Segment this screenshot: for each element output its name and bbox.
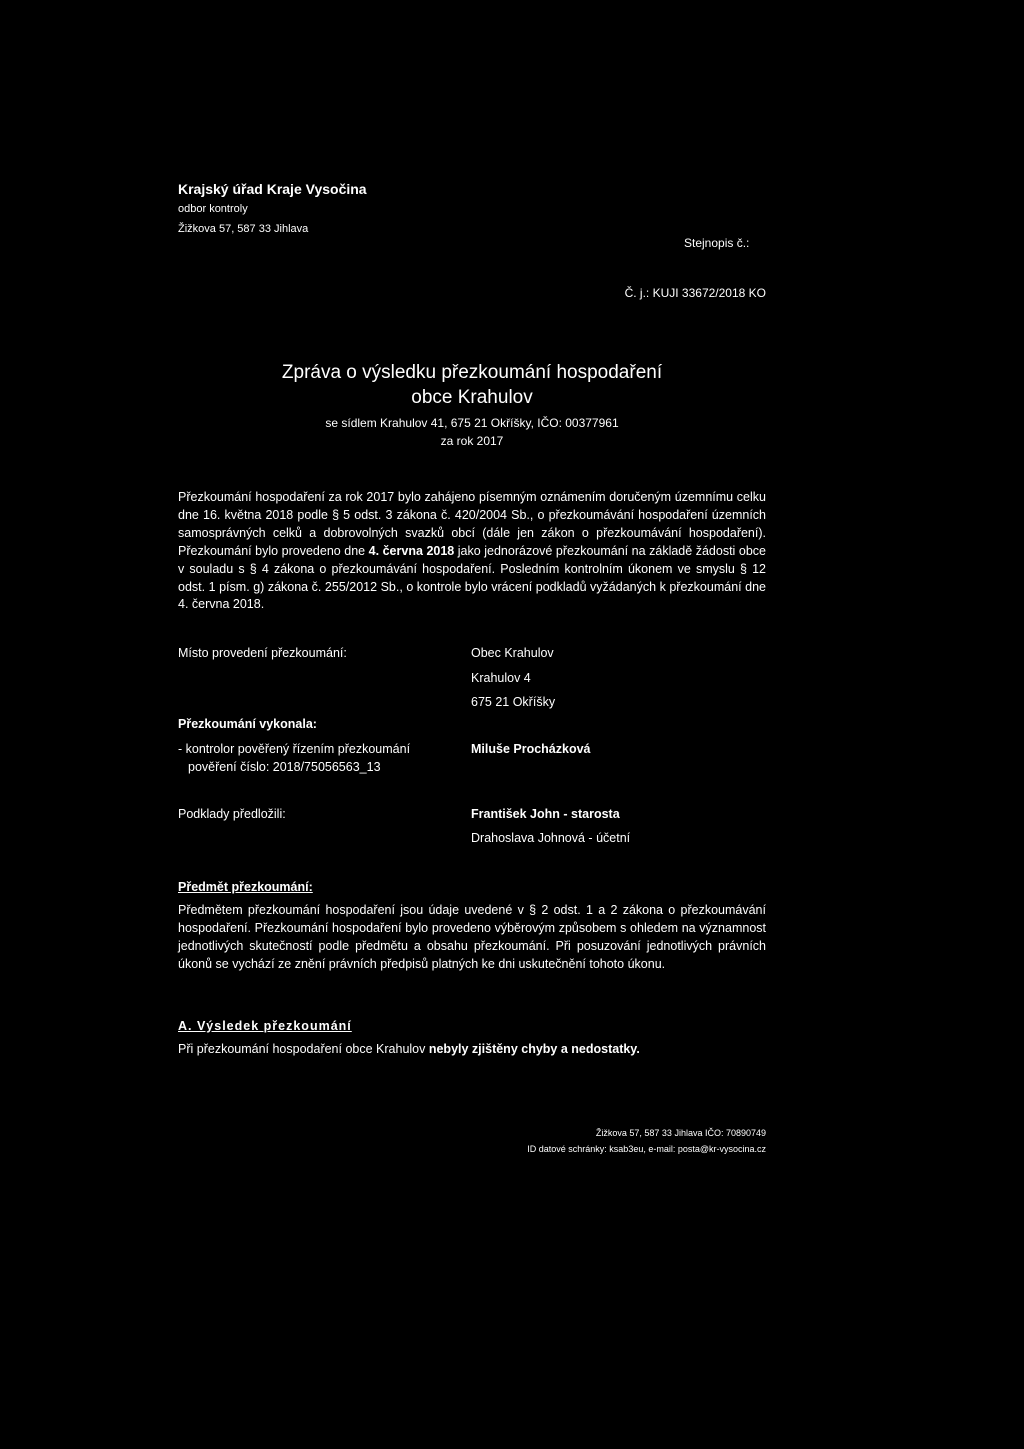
performed-by-label: Přezkoumání vykonala: bbox=[178, 717, 317, 731]
result-text-bold: nebyly zjištěny chyby a nedostatky. bbox=[428, 1042, 640, 1056]
intro-part-1: Přezkoumání hospodaření za rok 2017 bylo zahájeno písemným oznámením doručeným územnímu celku dne 16. května 2018 podle § 5 odst. 3 zákona č. 420/2004 Sb., o přezkoumávání hospodaření územních samosprávných celků a dobrovolných svazků obcí (dále jen zákon o přezkoumávání hospodaření). Přezkoumání bylo provedeno dne bbox=[178, 490, 766, 558]
office-address: Žižkova 57, 587 33 Jihlava bbox=[178, 223, 309, 235]
subject-heading: Předmět přezkoumání: bbox=[178, 880, 313, 894]
reference-number: Č. j.: KUJI 33672/2018 KO bbox=[624, 286, 766, 300]
place-line-3: 675 21 Okříšky bbox=[471, 695, 556, 709]
intro-paragraph bbox=[178, 489, 766, 614]
municipality-seat: se sídlem Krahulov 41, 675 21 Okříšky, IČO: 00377961 bbox=[325, 416, 619, 430]
authorization-number: pověření číslo: 2018/75056563_13 bbox=[188, 760, 381, 774]
report-title bbox=[178, 360, 766, 450]
footer-address: Žižkova 57, 587 33 Jihlava IČO: 70890749 bbox=[595, 1128, 766, 1138]
controller-role: - kontrolor pověřený řízením přezkoumání bbox=[178, 742, 411, 756]
office-name: Krajský úřad Kraje Vysočina bbox=[178, 181, 367, 197]
copy-number-label: Stejnopis č.: bbox=[684, 236, 750, 250]
document-provider-1: František John - starosta bbox=[471, 807, 620, 821]
result-heading bbox=[178, 1019, 352, 1033]
place-line-1: Obec Krahulov bbox=[471, 646, 554, 660]
report-year: za rok 2017 bbox=[440, 434, 504, 448]
place-line-2: Krahulov 4 bbox=[471, 671, 531, 685]
result-text-plain: Při přezkoumání hospodaření obce Krahulov bbox=[178, 1042, 429, 1056]
office-department: odbor kontroly bbox=[178, 203, 248, 215]
result-paragraph bbox=[178, 1042, 640, 1056]
title-line-1: Zpráva o výsledku přezkoumání hospodaření bbox=[281, 362, 663, 383]
footer-contact: ID datové schránky: ksab3eu, e-mail: posta@kr-vysocina.cz bbox=[527, 1144, 766, 1154]
controller-name: Miluše Procházková bbox=[471, 742, 591, 756]
document-provider-2: Drahoslava Johnová - účetní bbox=[471, 831, 631, 845]
documents-label: Podklady předložili: bbox=[178, 807, 286, 821]
intro-date: 4. června 2018 bbox=[368, 543, 455, 558]
subject-paragraph: Předmětem přezkoumání hospodaření jsou údaje uvedené v § 2 odst. 1 a 2 zákona o přezkoumávání hospodaření. Přezkoumání hospodaření bylo provedeno výběrovým způsobem s ohledem na významnost jednotlivých skutečností podle předmětu a obsahu přezkoumání. Při posuzování jednotlivých právních úkonů se vychází ze znění právních předpisů platných ke dni uskutečnění tohoto úkonu. bbox=[178, 903, 766, 971]
place-label: Místo provedení přezkoumání: bbox=[178, 646, 347, 660]
title-line-2: obce Krahulov bbox=[411, 387, 533, 408]
result-heading-text: A. Výsledek přezkoumání bbox=[178, 1019, 352, 1033]
intro-part-2: jako jednorázové přezkoumání na základě žádosti obce v souladu s § 4 zákona o přezkoumávání hospodaření. Posledním kontrolním úkonem ve smyslu § 12 odst. 1 písm. g) zákona č. 255/2012 Sb., o kontrole bylo vrácení podkladů vyžádaných k přezkoumání dne 4. června 2018. bbox=[178, 543, 766, 612]
